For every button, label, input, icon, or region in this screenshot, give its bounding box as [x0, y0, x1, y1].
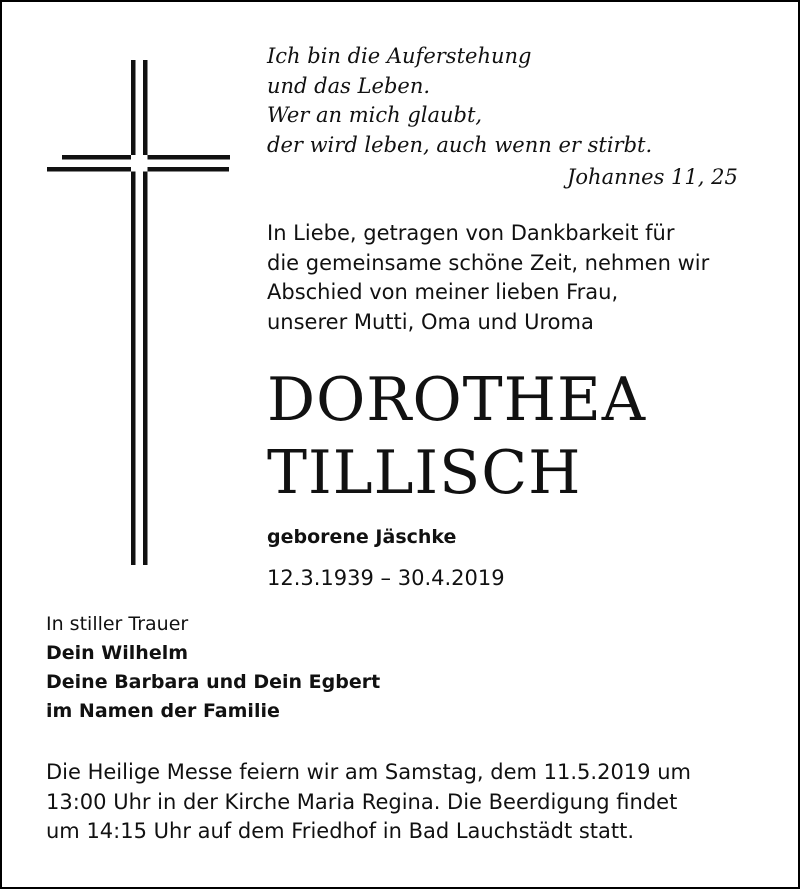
intro-line: In Liebe, getragen von Dankbarkeit für	[267, 221, 675, 245]
quote-reference: Johannes 11, 25	[567, 165, 738, 189]
deceased-name	[267, 364, 646, 510]
service-info	[46, 758, 691, 847]
quote-line: und das Leben.	[267, 73, 431, 98]
first-name: DOROTHEA	[267, 365, 647, 435]
bible-quote	[267, 42, 738, 189]
quote-line: der wird leben, auch wenn er stirbt.	[267, 132, 653, 157]
cross-icon	[44, 60, 234, 580]
service-line: 13:00 Uhr in der Kirche Maria Regina. Die Beerdigung findet	[46, 789, 678, 814]
last-name: TILLISCH	[267, 438, 582, 508]
service-line: um 14:15 Uhr auf dem Friedhof in Bad Lauchstädt statt.	[46, 819, 635, 843]
service-line: Die Heilige Messe feiern wir am Samstag, dem 11.5.2019 um	[46, 760, 691, 784]
mourners-block	[46, 610, 380, 726]
quote-line: Ich bin die Auferstehung	[267, 44, 532, 68]
mourner-name: im Namen der Familie	[46, 700, 280, 722]
mourner-name: Dein Wilhelm	[46, 642, 189, 664]
intro-line: die gemeinsame schöne Zeit, nehmen wir	[267, 250, 710, 275]
mourner-name: Deine Barbara und Dein Egbert	[46, 671, 381, 693]
life-dates: 12.3.1939 – 30.4.2019	[267, 566, 505, 590]
maiden-name: geborene Jäschke	[267, 526, 457, 548]
intro-text	[267, 219, 709, 337]
intro-line: unserer Mutti, Oma und Uroma	[267, 309, 594, 334]
intro-line: Abschied von meiner lieben Frau,	[267, 280, 619, 304]
quote-line: Wer an mich glaubt,	[267, 103, 483, 127]
mourners-intro: In stiller Trauer	[46, 613, 189, 635]
